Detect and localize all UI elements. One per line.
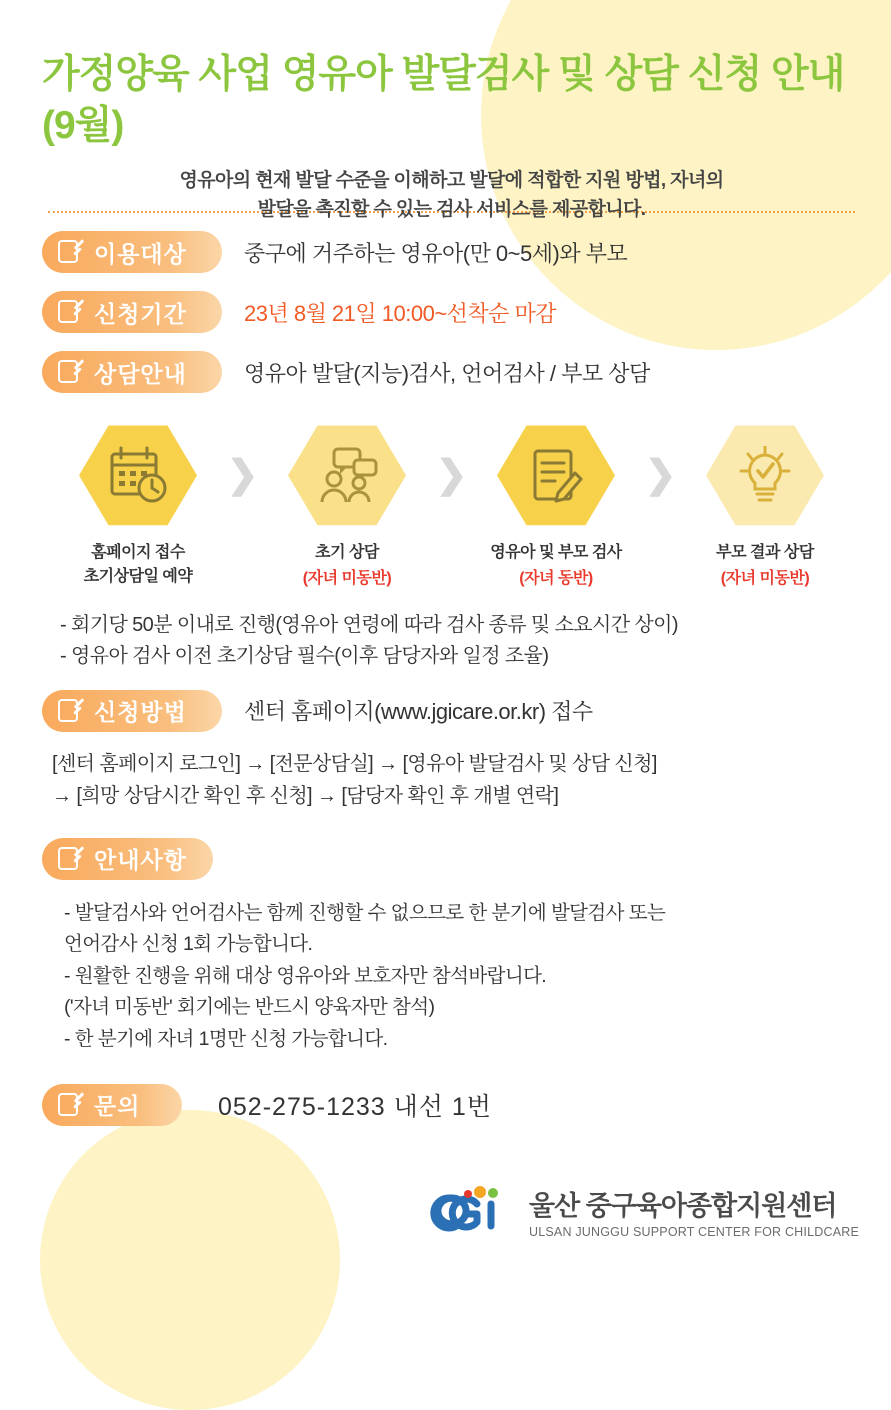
hex-badge [497,423,615,527]
subtitle-line-1: 영유아의 현재 발달 수준을 이해하고 발달에 적합한 지원 방법, 자녀의 [179,170,724,192]
notice-line: 언어감사 신청 1회 가능합니다. [64,933,313,956]
chevron-right-icon: ❯ [226,454,259,497]
decorative-circle-bottom [40,1110,340,1410]
label-pill-contact [42,1084,182,1126]
bullet-item: - 회기당 50분 이내로 진행(영유아 연령에 따라 검사 종류 및 소요시간 상이) [60,613,678,636]
clipboard-pen-icon [58,360,84,384]
process-bullets [60,610,857,672]
sgi-logo-icon [423,1184,519,1246]
notice-line: - 한 분기에 자녀 1명만 신청 가능합니다. [64,1028,388,1051]
subtitle [42,167,861,224]
footer-org-name [529,1191,859,1239]
info-row-notice [42,838,861,880]
consultation-people-icon [316,446,378,504]
value-text-target: 중구에 거주하는 영유아(만 0~5세)와 부모 [244,240,628,266]
label-text: 상담안내 [94,360,187,387]
footer [0,1184,891,1246]
step-label-line-1: 영유아 및 부모 검사 [490,544,622,562]
value-text-period: 23년 8월 21일 10:00~선착순 마감 [244,300,557,326]
test-paper-pencil-icon [527,446,585,504]
step-note: (자녀 동반) [519,569,593,587]
step-label-line-1: 홈페이지 접수 [91,544,185,562]
label-pill-notice [42,838,213,880]
notice-list [64,898,857,1056]
process-step-3 [476,423,636,587]
step-label [58,541,218,587]
clipboard-pen-icon [58,699,84,723]
hex-badge [288,423,406,527]
footer-name-en: ULSAN JUNGGU SUPPORT CENTER FOR CHILDCARE [528,1224,859,1239]
process-step-2 [267,423,427,587]
apply-steps-line-1: [센터 홈페이지 로그인] → [전문상담실] → [영유아 발달검사 및 상담 신청] [52,752,657,775]
clipboard-pen-icon [58,240,84,264]
label-text: 이용대상 [94,240,187,267]
value-text-consult: 영유아 발달(지능)검사, 언어검사 / 부모 상담 [244,360,650,386]
label-pill-apply [42,690,222,732]
value-text-apply: 센터 홈페이지(www.jgicare.or.kr) 접수 [244,699,593,725]
step-note: (자녀 미동반) [720,569,810,587]
calendar-clock-icon [108,446,168,504]
bullet-item: - 영유아 검사 이전 초기상담 필수(이후 담당자와 일정 조율) [60,644,549,667]
hex-badge [79,423,197,527]
step-label [267,541,427,564]
apply-steps-line-2: → [희망 상담시간 확인 후 신청] → [담당자 확인 후 개별 연락] [52,784,559,807]
lightbulb-check-icon [736,446,794,504]
label-text: 문의 [94,1093,141,1120]
info-row-apply [42,690,861,732]
info-row-consult [42,351,861,393]
process-step-4 [685,423,845,587]
apply-steps [52,748,857,812]
notice-line: ('자녀 미동반' 회기에는 반드시 양육자만 참석) [64,996,435,1019]
label-pill-target [42,231,222,273]
notice-line: - 발달검사와 언어검사는 함께 진행할 수 없으므로 한 분기에 발달검사 또는 [64,901,666,924]
step-label [476,541,636,564]
process-flow [58,423,845,587]
chevron-right-icon: ❯ [435,454,468,497]
clipboard-pen-icon [58,1093,84,1117]
clipboard-pen-icon [58,300,84,324]
info-row-contact [42,1084,861,1126]
footer-name-kr: 울산 중구육아종합지원센터 [528,1190,837,1221]
label-pill-period [42,291,222,333]
step-label-line-1: 초기 상담 [315,544,379,562]
step-label-line-2: 초기상담일 예약 [83,567,193,585]
clipboard-pen-icon [58,847,84,871]
info-row-target [42,231,861,273]
chevron-right-icon: ❯ [644,454,677,497]
hex-badge [706,423,824,527]
process-step-1 [58,423,218,587]
step-label [685,541,845,564]
step-label-line-1: 부모 결과 상담 [716,544,814,562]
label-text: 신청기간 [94,300,187,327]
value-text-contact: 052-275-1233 내선 1번 [218,1092,492,1121]
label-text: 안내사항 [94,847,187,874]
subtitle-line-2: 발달을 촉진할 수 있는 검사 서비스를 제공합니다. [257,198,646,220]
label-text: 신청방법 [94,699,187,726]
step-note: (자녀 미동반) [302,569,392,587]
page-title: 가정양육 사업 영유아 발달검사 및 상담 신청 안내(9월) [42,53,845,147]
label-pill-consult [42,351,222,393]
info-row-period [42,291,861,333]
notice-line: - 원활한 진행을 위해 대상 영유아와 보호자만 참석바랍니다. [64,964,547,987]
